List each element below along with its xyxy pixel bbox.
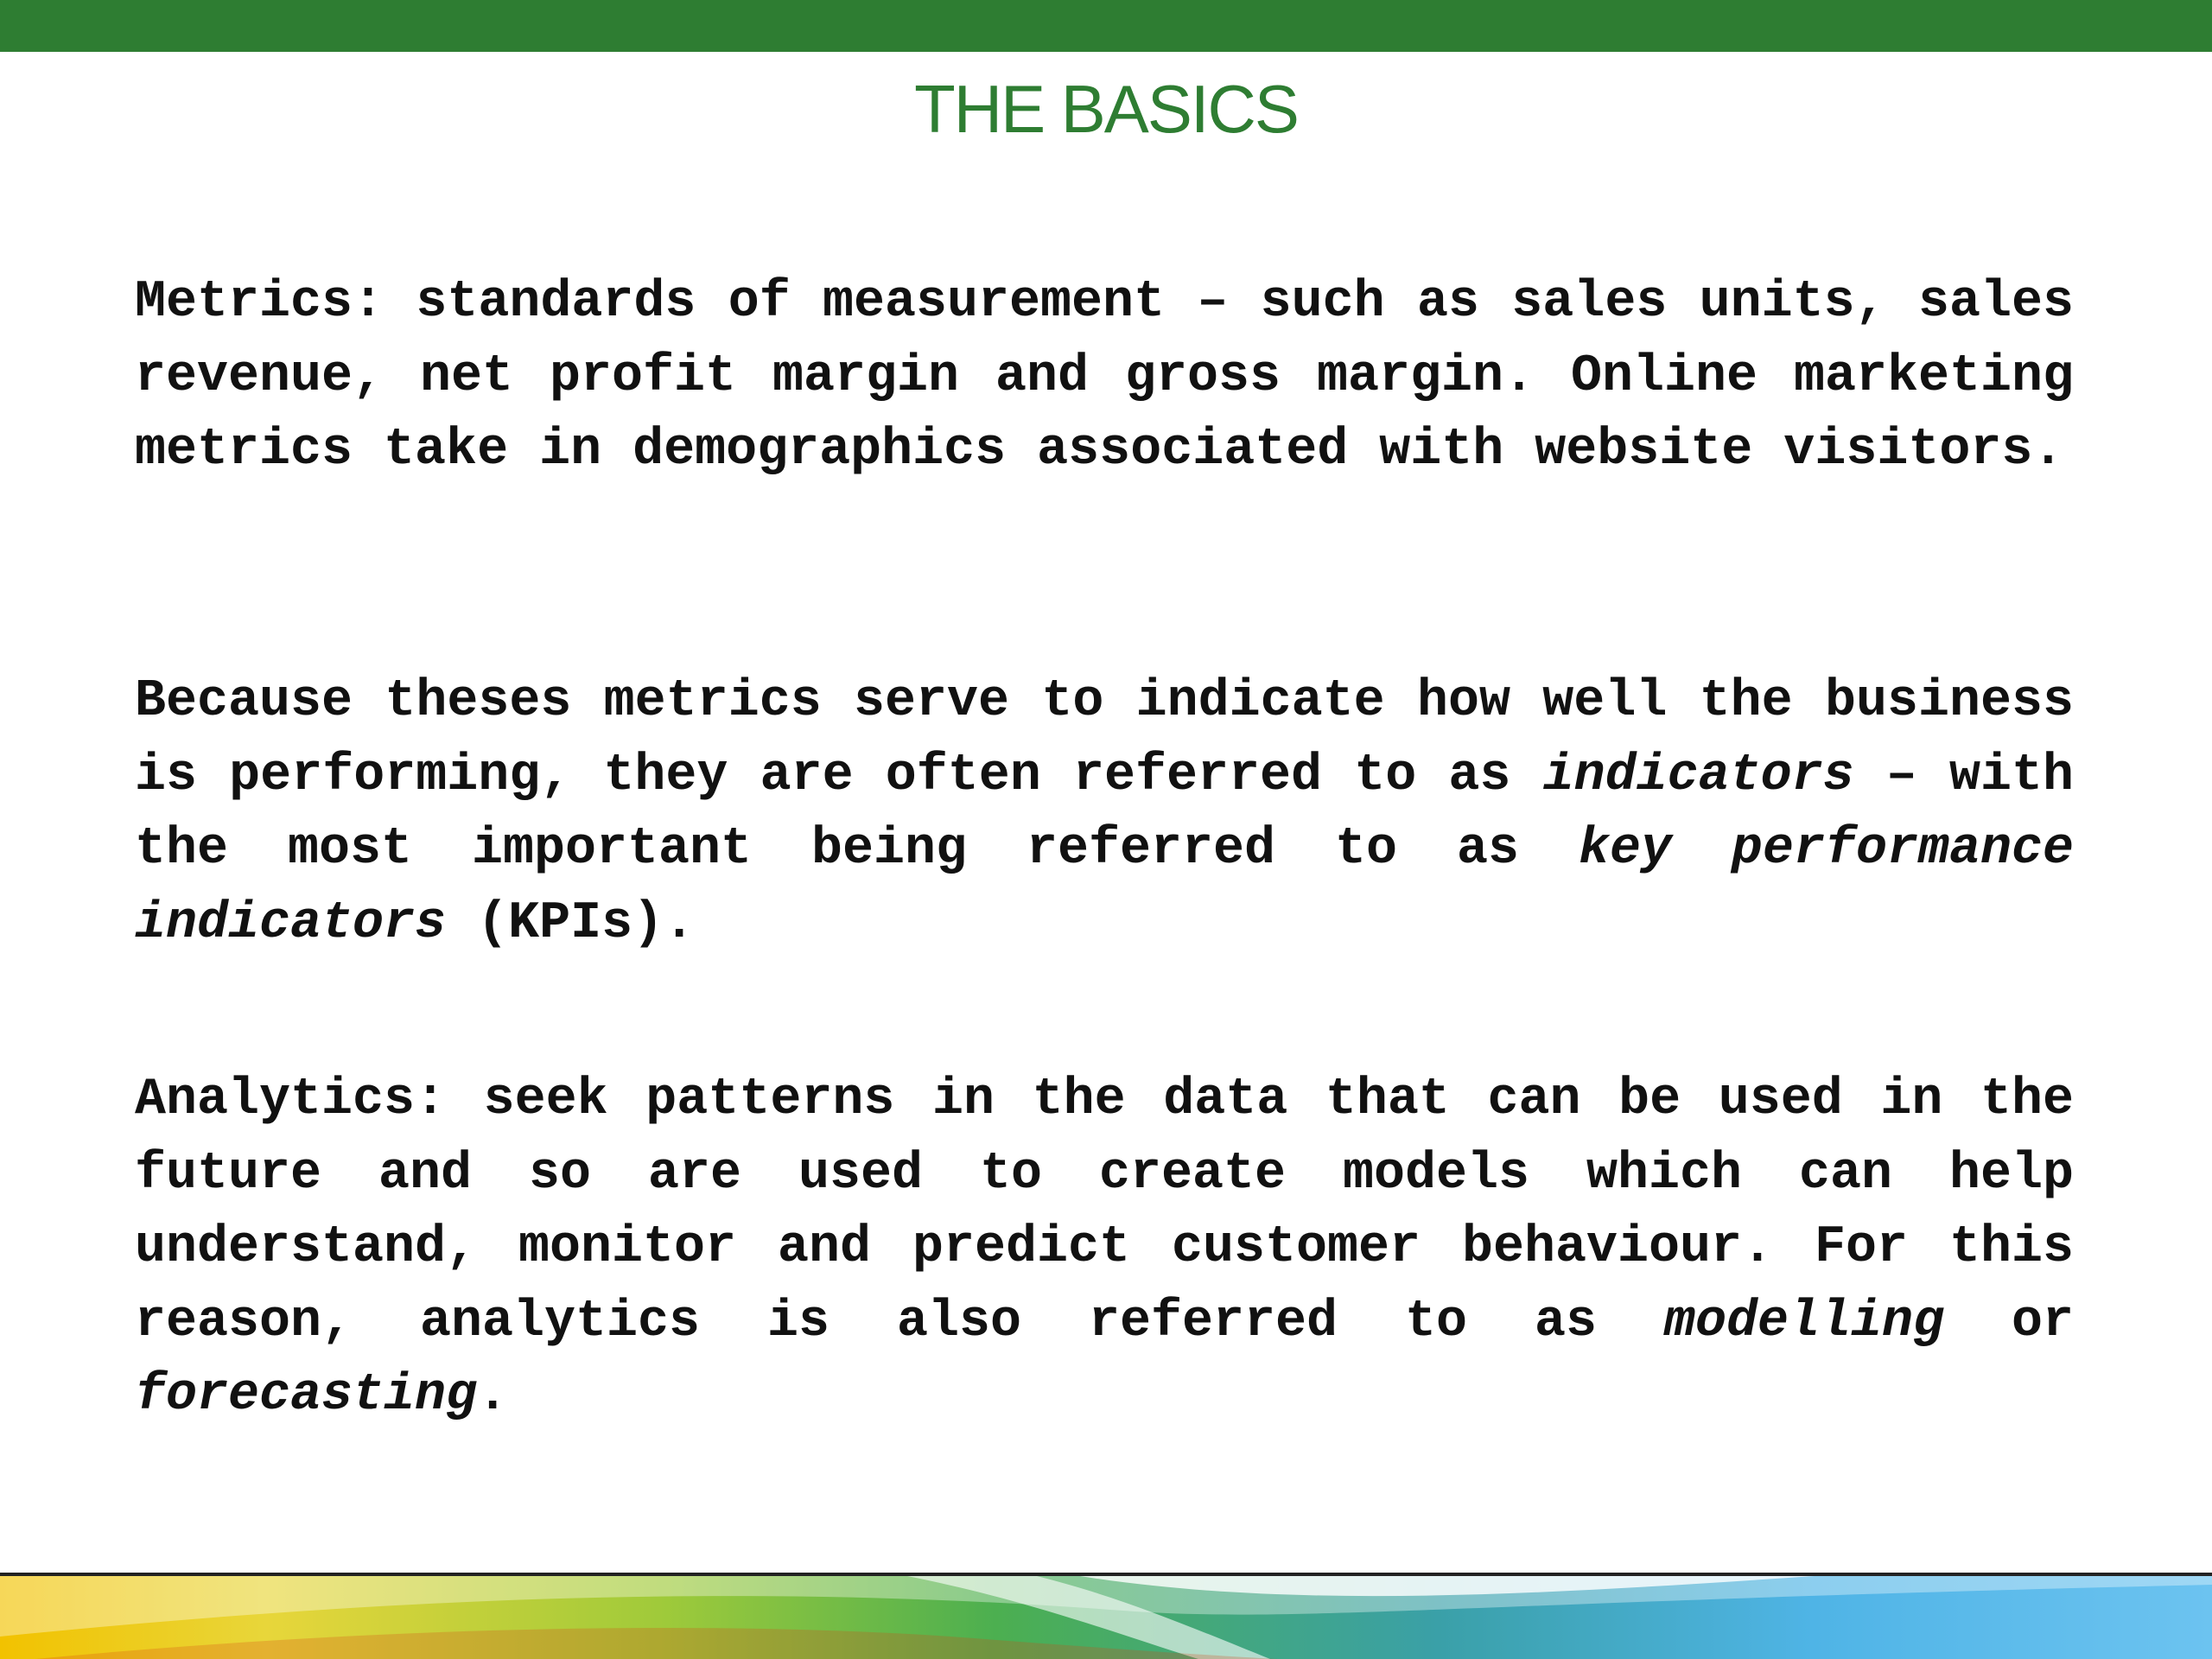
paragraph-analytics	[135, 1064, 2074, 1433]
decorative-bottom-band	[0, 1573, 2212, 1659]
paragraph-text: – with the most important being referred to as	[135, 746, 2075, 879]
italic-term: indicators	[1542, 746, 1854, 805]
slide-title: THE BASICS	[914, 71, 1298, 147]
paragraph-indicators	[135, 665, 2074, 961]
paragraph-text: or	[1944, 1292, 2074, 1351]
paragraph-text: .	[477, 1366, 509, 1425]
paragraph-metrics	[135, 266, 2074, 488]
paragraph-text: Metrics: standards of measurement – such as sales units, sales revenue, net profit margin and gross margin. Online marketing metrics take in demographics associated with website visitors.	[135, 273, 2074, 480]
swoosh-graphic	[0, 1576, 2212, 1659]
italic-term: forecasting	[135, 1366, 478, 1425]
paragraph-text: Analytics: seek patterns in the data that can be used in the future and so are used to create models which can help understand, monitor and predict customer behaviour. For this reason, analytics is also referred to as	[135, 1071, 2074, 1351]
paragraph-text: (KPIs).	[446, 893, 696, 953]
italic-term: modelling	[1663, 1292, 1945, 1351]
italic-term: key performance indicators	[135, 820, 2074, 953]
paragraph-text: Because theses metrics serve to indicate how well the business is performing, they are often referred to as	[135, 672, 2074, 805]
top-accent-bar	[0, 0, 2212, 52]
